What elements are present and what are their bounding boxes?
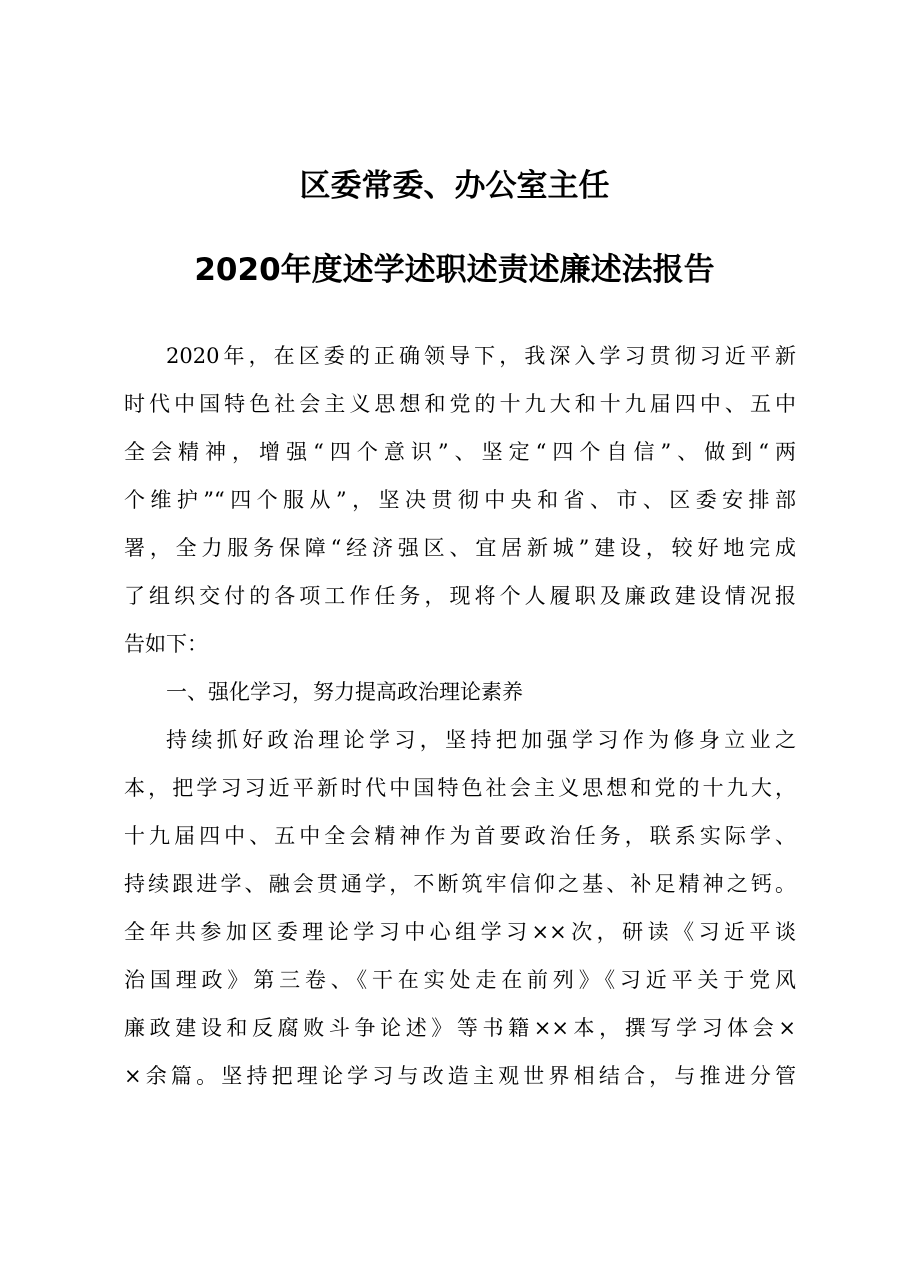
paragraph-line: 告如下： bbox=[124, 632, 208, 656]
paragraph-line: 持续跟进学、融会贯通学，不断筑牢信仰之基、补足精神之钙。 bbox=[124, 872, 796, 896]
paragraph-line: 廉政建设和反腐败斗争论述》等书籍××本，撰写学习体会× bbox=[124, 1016, 796, 1040]
paragraph-line: 个维护”“四个服从”，坚决贯彻中央和省、市、区委安排部 bbox=[124, 488, 796, 512]
paragraph-line: 时代中国特色社会主义思想和党的十九大和十九届四中、五中 bbox=[124, 392, 796, 416]
paragraph-line: 本，把学习习近平新时代中国特色社会主义思想和党的十九大， bbox=[124, 776, 796, 800]
section-heading-text: 一、强化学习，努力提高政治理论素养 bbox=[166, 680, 523, 704]
paragraph-line: ×余篇。坚持把理论学习与改造主观世界相结合，与推进分管 bbox=[124, 1064, 796, 1088]
document-title-line-1: 区委常委、办公室主任 bbox=[299, 168, 610, 204]
paragraph-intro bbox=[124, 332, 796, 668]
paragraph-line: 全会精神，增强“四个意识”、坚定“四个自信”、做到“两 bbox=[124, 440, 796, 464]
paragraph-line: 持续抓好政治理论学习，坚持把加强学习作为修身立业之 bbox=[166, 728, 796, 752]
paragraph-study bbox=[124, 716, 796, 1100]
paragraph-line: 十九届四中、五中全会精神作为首要政治任务，联系实际学、 bbox=[124, 824, 796, 848]
paragraph-line: 了组织交付的各项工作任务，现将个人履职及廉政建设情况报 bbox=[124, 584, 796, 608]
paragraph-line: 2020年，在区委的正确领导下，我深入学习贯彻习近平新 bbox=[166, 344, 796, 368]
paragraph-line: 署，全力服务保障“经济强区、宜居新城”建设，较好地完成 bbox=[124, 536, 796, 560]
paragraph-line: 全年共参加区委理论学习中心组学习××次，研读《习近平谈 bbox=[124, 920, 796, 944]
document-body bbox=[124, 332, 796, 1100]
section-heading bbox=[124, 668, 796, 716]
paragraph-line: 治国理政》第三卷、《干在实处走在前列》《习近平关于党风 bbox=[124, 968, 796, 992]
document-title-line-2: 2020年度述学述职述责述廉述法报告 bbox=[194, 252, 715, 288]
